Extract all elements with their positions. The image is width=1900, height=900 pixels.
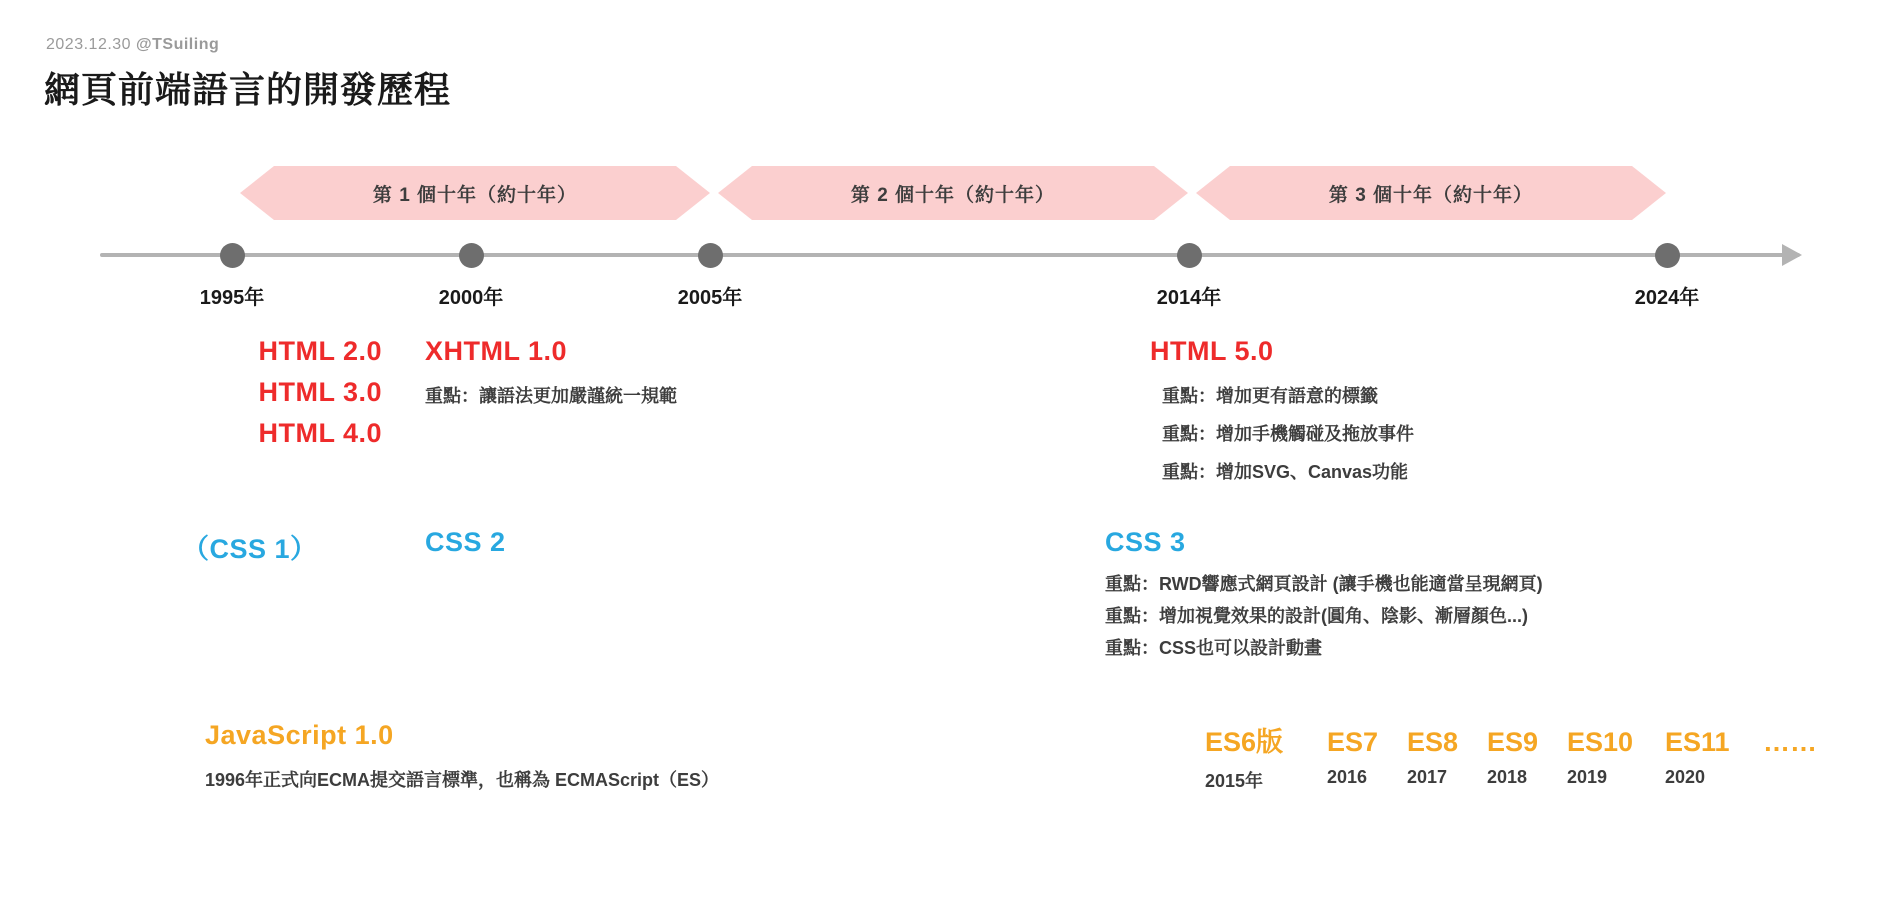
html5-note-2: 重點：增加手機觸碰及拖放事件	[1162, 424, 1414, 444]
html-versions-group	[100, 336, 382, 459]
decade-arrow-3	[1196, 166, 1666, 220]
css3-note-2: 重點：增加視覺效果的設計(圓角、陰影、漸層顏色...)	[1105, 606, 1528, 626]
es11-year: 2020	[1665, 767, 1706, 787]
html5-note-3: 重點：增加SVG、Canvas功能	[1162, 462, 1409, 482]
html5-group	[1150, 336, 1414, 491]
timeline-year-2014: 2014年	[1156, 287, 1222, 309]
javascript-heading: JavaScript 1.0	[205, 720, 394, 750]
xhtml-note: 重點：讓語法更加嚴謹統一規範	[425, 386, 677, 406]
html5-note-1: 重點：增加更有語意的標籤	[1162, 386, 1378, 406]
decade-arrow-2	[718, 166, 1188, 220]
es6-year: 2015年	[1205, 771, 1264, 791]
timeline-axis	[100, 253, 1800, 257]
author-handle: @TSuiling	[136, 36, 220, 53]
es9-year: 2018	[1487, 767, 1528, 787]
timeline-dot-2014	[1177, 243, 1202, 268]
xhtml-group	[425, 336, 677, 415]
css3-heading: CSS 3	[1105, 527, 1186, 557]
timeline-dot-2024	[1655, 243, 1680, 268]
timeline-dot-2005	[698, 243, 723, 268]
es6-label: ES6版	[1205, 727, 1284, 757]
html5-heading: HTML 5.0	[1150, 336, 1274, 366]
es7-year: 2016	[1327, 767, 1368, 787]
es-version-row	[1205, 720, 1817, 759]
timeline-year-2000: 2000年	[438, 287, 504, 309]
css1-heading: （CSS 1）	[182, 534, 318, 564]
es10-label: ES10	[1567, 727, 1634, 757]
timeline-year-1995: 1995年	[199, 287, 265, 309]
javascript-note: 1996年正式向ECMA提交語言標準，也稱為 ECMAScript（ES）	[205, 770, 720, 790]
es8-label: ES8	[1407, 727, 1459, 757]
timeline-dot-2000	[459, 243, 484, 268]
css3-note-3: 重點：CSS也可以設計動畫	[1105, 638, 1323, 658]
es9-label: ES9	[1487, 727, 1539, 757]
es-versions-group	[1205, 720, 1817, 793]
html-2-label: HTML 2.0	[258, 336, 382, 366]
timeline-dot-1995	[220, 243, 245, 268]
es-year-row	[1205, 767, 1817, 793]
html-4-label: HTML 4.0	[258, 418, 382, 448]
css3-note-1: 重點：RWD響應式網頁設計 (讓手機也能適當呈現網頁)	[1105, 574, 1543, 594]
es11-label: ES11	[1665, 727, 1730, 757]
decade-label-1: 第 1 個十年（約十年）	[372, 184, 578, 206]
timeline-year-2024: 2024年	[1634, 287, 1700, 309]
css2-heading: CSS 2	[425, 527, 506, 557]
css1-group	[182, 527, 318, 576]
page-title: 網頁前端語言的開發歷程	[44, 69, 452, 110]
date-text: 2023.12.30	[46, 36, 132, 53]
timeline-year-2005: 2005年	[677, 287, 743, 309]
css3-group	[1105, 527, 1543, 664]
css2-group	[425, 527, 506, 568]
xhtml-heading: XHTML 1.0	[425, 336, 568, 366]
decade-arrow-1	[240, 166, 710, 220]
html-3-label: HTML 3.0	[258, 377, 382, 407]
decade-label-2: 第 2 個十年（約十年）	[850, 184, 1056, 206]
es8-year: 2017	[1407, 767, 1448, 787]
timeline-arrowhead-icon	[1782, 244, 1802, 266]
es7-label: ES7	[1327, 727, 1379, 757]
es-ellipsis-label: ……	[1763, 727, 1817, 757]
es10-year: 2019	[1567, 767, 1608, 787]
decade-label-3: 第 3 個十年（約十年）	[1328, 184, 1534, 206]
meta-line	[46, 36, 219, 54]
javascript-group	[205, 720, 719, 799]
